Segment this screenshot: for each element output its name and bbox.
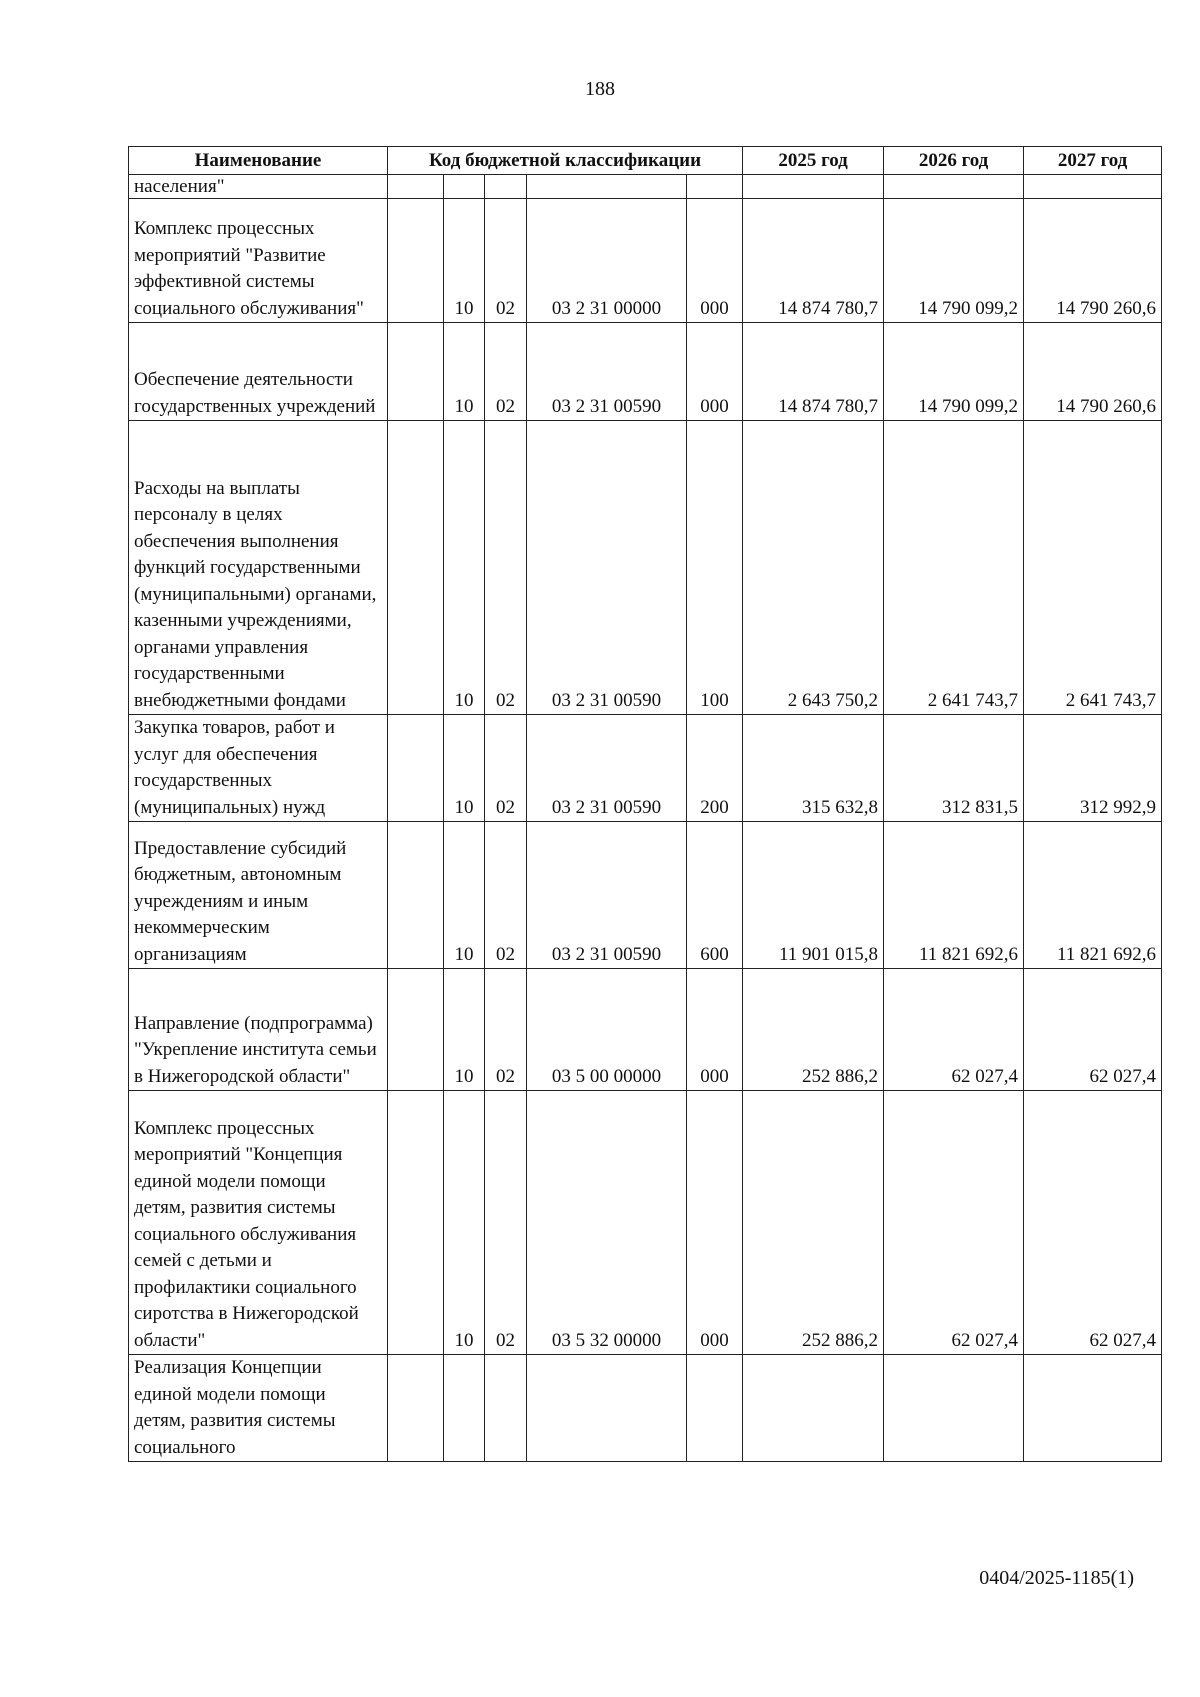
budget-table: [128, 146, 1162, 1462]
cell-code-subsection: 02: [485, 969, 527, 1091]
cell-2027: 14 790 260,6: [1024, 199, 1162, 323]
cell-code-section: [444, 1355, 485, 1462]
cell-code-section: 10: [444, 715, 485, 822]
cell-code-1: [388, 822, 444, 969]
cell-2027: 2 641 743,7: [1024, 421, 1162, 715]
cell-code-1: [388, 1091, 444, 1355]
cell-2025: [743, 1355, 884, 1462]
cell-code-1: [388, 1355, 444, 1462]
table-row: [129, 421, 1162, 715]
header-2026: 2026 год: [884, 147, 1024, 175]
cell-code-target: 03 5 32 00000: [527, 1091, 687, 1355]
table-row: [129, 822, 1162, 969]
cell-2027: [1024, 1355, 1162, 1462]
cell-2026: 11 821 692,6: [884, 822, 1024, 969]
cell-2026: 14 790 099,2: [884, 323, 1024, 421]
cell-code-section: 10: [444, 199, 485, 323]
cell-code-type: 600: [687, 822, 743, 969]
cell-code-subsection: 02: [485, 421, 527, 715]
cell-name: Закупка товаров, работ и услуг для обеспечения государственных (муниципальных) нужд: [129, 715, 388, 822]
cell-name: Направление (подпрограмма) "Укрепление института семьи в Нижегородской области": [129, 969, 388, 1091]
header-2025: 2025 год: [743, 147, 884, 175]
cell-code-type: 000: [687, 1091, 743, 1355]
cell-code-section: 10: [444, 822, 485, 969]
cell-code-1: [388, 323, 444, 421]
cell-code-type: 000: [687, 323, 743, 421]
cell-2026: 2 641 743,7: [884, 421, 1024, 715]
cell-2027: 11 821 692,6: [1024, 822, 1162, 969]
cell-code-target: 03 2 31 00590: [527, 715, 687, 822]
cell-code-target: [527, 1355, 687, 1462]
cell-2027: 312 992,9: [1024, 715, 1162, 822]
cell-2025: 2 643 750,2: [743, 421, 884, 715]
cell-code-target: 03 5 00 00000: [527, 969, 687, 1091]
cell-2025: 252 886,2: [743, 1091, 884, 1355]
cell-code-subsection: [485, 1355, 527, 1462]
cell-code-type: [687, 175, 743, 199]
cell-code-section: [444, 175, 485, 199]
table-row: [129, 323, 1162, 421]
cell-2025: 252 886,2: [743, 969, 884, 1091]
table-row: [129, 1355, 1162, 1462]
cell-2025: 315 632,8: [743, 715, 884, 822]
cell-code-subsection: 02: [485, 715, 527, 822]
cell-2026: [884, 175, 1024, 199]
cell-2026: 312 831,5: [884, 715, 1024, 822]
cell-2025: 14 874 780,7: [743, 199, 884, 323]
cell-2026: 62 027,4: [884, 969, 1024, 1091]
cell-code-type: 000: [687, 199, 743, 323]
cell-2027: 62 027,4: [1024, 969, 1162, 1091]
cell-code-subsection: 02: [485, 1091, 527, 1355]
table-row: [129, 715, 1162, 822]
document-code: 0404/2025-1185(1): [979, 1567, 1134, 1589]
table-header-row: [129, 147, 1162, 175]
cell-2025: 11 901 015,8: [743, 822, 884, 969]
cell-2025: 14 874 780,7: [743, 323, 884, 421]
header-2027: 2027 год: [1024, 147, 1162, 175]
cell-code-section: 10: [444, 969, 485, 1091]
cell-code-target: 03 2 31 00590: [527, 421, 687, 715]
header-code: Код бюджетной классификации: [388, 147, 743, 175]
cell-name: Расходы на выплаты персоналу в целях обеспечения выполнения функций государственными (муниципальными) органами, казенными учреждениями, органами управления государственными внебюджетными фондами: [129, 421, 388, 715]
cell-code-subsection: 02: [485, 199, 527, 323]
cell-2027: 14 790 260,6: [1024, 323, 1162, 421]
cell-code-type: 100: [687, 421, 743, 715]
header-name: Наименование: [129, 147, 388, 175]
cell-code-target: 03 2 31 00590: [527, 822, 687, 969]
cell-name: Предоставление субсидий бюджетным, автономным учреждениям и иным некоммерческим организациям: [129, 822, 388, 969]
cell-name: Комплекс процессных мероприятий "Концепция единой модели помощи детям, развития системы социального обслуживания семей с детьми и профилактики социального сиротства в Нижегородской области": [129, 1091, 388, 1355]
cell-code-type: 000: [687, 969, 743, 1091]
cell-code-1: [388, 715, 444, 822]
cell-code-type: [687, 1355, 743, 1462]
table-row: [129, 175, 1162, 199]
cell-2027: 62 027,4: [1024, 1091, 1162, 1355]
table-row: [129, 1091, 1162, 1355]
cell-2026: 62 027,4: [884, 1091, 1024, 1355]
cell-code-section: 10: [444, 421, 485, 715]
cell-code-1: [388, 175, 444, 199]
cell-code-target: [527, 175, 687, 199]
cell-code-subsection: [485, 175, 527, 199]
table-row: [129, 199, 1162, 323]
cell-code-subsection: 02: [485, 822, 527, 969]
cell-name: Комплекс процессных мероприятий "Развитие эффективной системы социального обслуживания": [129, 199, 388, 323]
cell-2027: [1024, 175, 1162, 199]
cell-code-section: 10: [444, 1091, 485, 1355]
cell-name: Обеспечение деятельности государственных учреждений: [129, 323, 388, 421]
page-number: 188: [585, 78, 615, 100]
cell-code-section: 10: [444, 323, 485, 421]
cell-code-1: [388, 421, 444, 715]
cell-name: населения": [129, 175, 388, 199]
table-row: [129, 969, 1162, 1091]
cell-code-type: 200: [687, 715, 743, 822]
cell-name: Реализация Концепции единой модели помощи детям, развития системы социального: [129, 1355, 388, 1462]
cell-code-1: [388, 969, 444, 1091]
cell-2026: 14 790 099,2: [884, 199, 1024, 323]
cell-code-subsection: 02: [485, 323, 527, 421]
cell-2026: [884, 1355, 1024, 1462]
cell-code-1: [388, 199, 444, 323]
cell-2025: [743, 175, 884, 199]
cell-code-target: 03 2 31 00590: [527, 323, 687, 421]
cell-code-target: 03 2 31 00000: [527, 199, 687, 323]
